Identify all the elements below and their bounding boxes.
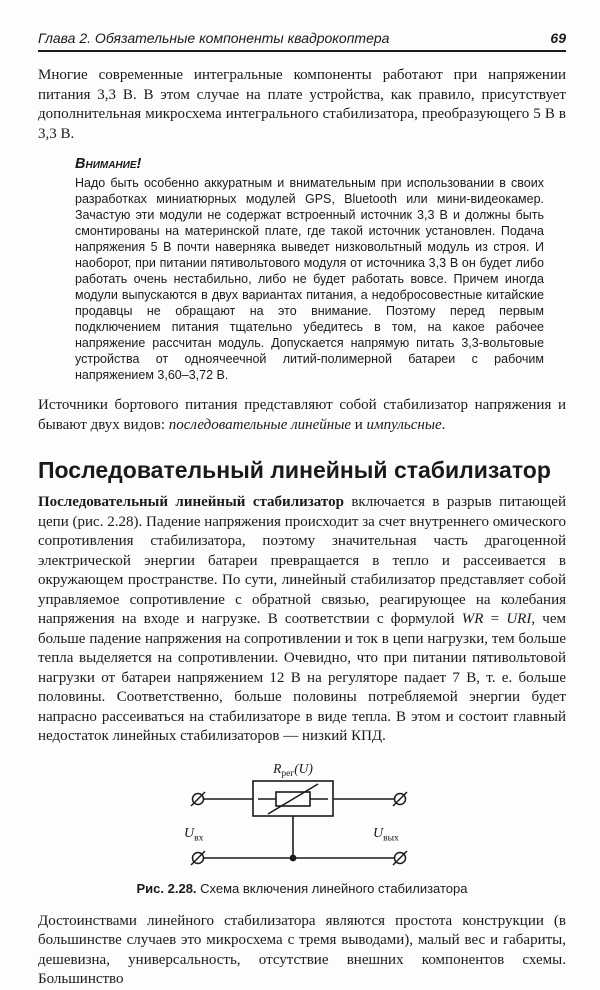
paragraph-linear-stabilizer: Последовательный линейный стабилизатор включается в разрыв питающей цепи (рис. 2.28). Падение напряжения происходит за счет внутреннего омического сопротивления стабилизатора, поэтому значительная часть драгоценной электрической энергии батареи превращается в тепло и рассеивается в окружающем пространстве. По сути, линейный стабилизатор представляет собой управляемое сопротивление с обратной связью, реагирующее на колебания напряжения на входе и нагрузке. В соответствии с формулой WR = URI, чем больше падение напряжения на сопротивлении и ток в цепи нагрузки, тем больше тепла выделяется на сопротивлении. Очевидно, что при питании пятивольтовой нагрузки от батареи напряжением 12 В на регуляторе падает 7 В, т. е. больше половины. Соответственно, больше половины потребляемой энергии будет напрасно рассеиваться на стабилизаторе в виде тепла. В этом и состоит главный недостаток линейных стабилизаторов — низкий КПД. [38,494,566,744]
input-terminal-top-icon [191,792,205,806]
warning-title: Внимание! [75,156,142,172]
r-reg-label: $R_{рег}(U)$ [273,760,313,779]
paragraph-sources: Источники бортового питания представляют собой стабилизатор напряжения и бывают двух видов: последовательные линейные и импульсные. [38,397,566,433]
input-terminal-bottom-icon [191,851,205,865]
output-terminal-bottom-icon [393,851,407,865]
section-heading: Последовательный линейный стабилизатор [38,457,551,483]
paragraph-advantages: Достоинствами линейного стабилизатора являются простота конструкции (в большинстве случаев это микросхема с тремя выводами), малый вес и габариты, дешевизна, универсальность, отсутствие внешних компонентов схемы. Большинство [38,912,566,987]
wires [204,799,394,858]
paragraph-intro: Многие современные интегральные компоненты работают при напряжении питания 3,3 В. В этом случае на плате устройства, как правило, присутствует дополнительная микросхема интегрального стабилизатора, преобразующего 5 В в 3,3 В. [38,67,566,142]
figure-caption-label: Рис. 2.28. [136,880,197,896]
output-terminal-top-icon [393,792,407,806]
regulator-box [253,781,333,816]
running-head [38,30,566,52]
u-out-label: $U_{вых}$ [373,825,399,843]
page-number: 69 [550,30,566,46]
figure-caption-text: Схема включения линейного стабилизатора [196,880,468,896]
figure-caption [38,881,566,896]
circuit-diagram [38,757,566,875]
chapter-title: Глава 2. Обязательные компоненты квадрокоптера [38,30,390,46]
warning-box [75,156,544,383]
figure-2-28 [38,757,566,896]
junction-dot [290,854,297,861]
u-in-label: $U_{вх}$ [184,825,204,843]
linear-stabilizer-schematic [38,757,566,875]
warning-body: Надо быть особенно аккуратным и внимательным при использовании в своих разработках миниатюрных модулей GPS, Bluetooth или мини-видеокамер. Зачастую эти модули не содержат встроенный источник 3,3 В и должны быть смонтированы на материнской плате, где такой источник установлен. Подача напряжения 5 В почти наверняка выведет низковольтный модуль из строя. И наоборот, при питании пятивольтового модуля от источника 3,3 В он будет либо работать очень нестабильно, либо не будет работать вовсе. Причем иногда модули выпускаются в двух вариантах питания, а недобросовестные китайские продавцы не обращают на это внимание. Поэтому перед первым подключением питания тщательно убедитесь в том, на какое рабочее напряжение рассчитан модуль. Допускается напрямую питать 3,3-вольтовые устройства от одноячеечной литий-полимерной батареи с рабочим напряжением 3,60–3,72 В. [75,176,544,382]
